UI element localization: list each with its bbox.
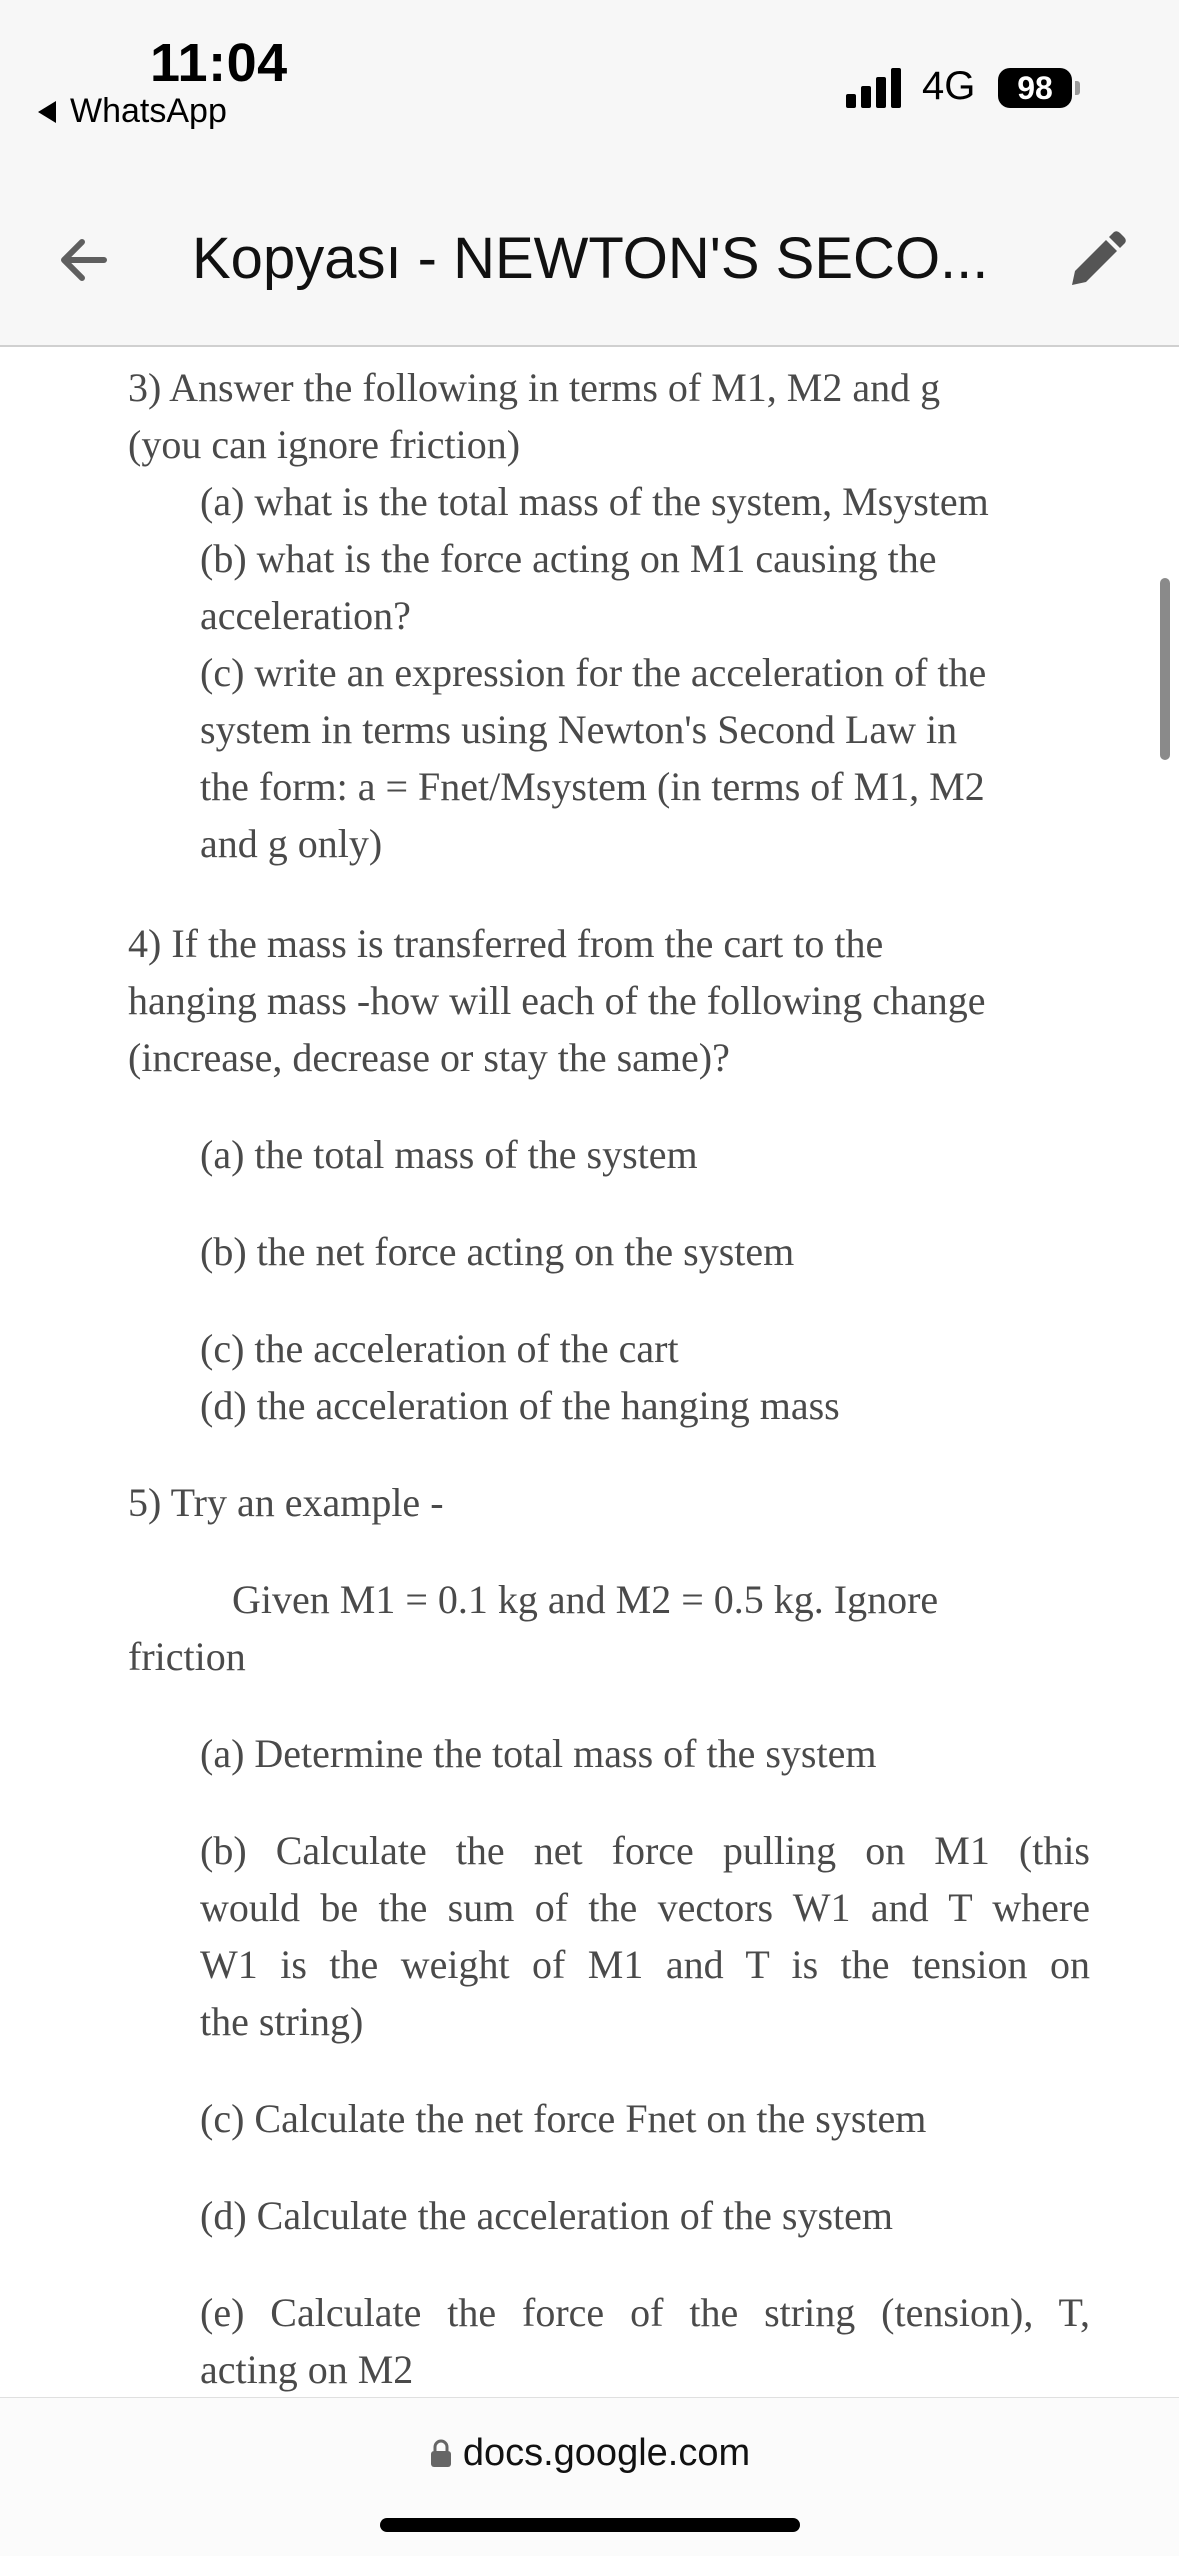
home-indicator[interactable]: [380, 2518, 800, 2532]
q5-b-line-3: W1 is the weight of M1 and T is the tension on: [200, 1942, 1090, 1987]
q5-e-line-1: (e) Calculate the force of the string (tension), T,: [200, 2290, 1090, 2335]
arrow-left-icon: [52, 227, 118, 293]
back-triangle-icon: [38, 101, 56, 123]
back-arrow-button[interactable]: [52, 227, 118, 293]
q4-d: (d) the acceleration of the hanging mass: [200, 1383, 840, 1428]
network-type: 4G: [922, 64, 976, 108]
document-title: Kopyası - NEWTON'S SECO...: [192, 226, 989, 291]
browser-bottom-bar: [0, 2397, 1179, 2556]
q4-b: (b) the net force acting on the system: [200, 1229, 795, 1274]
scrollbar-thumb[interactable]: [1160, 578, 1170, 760]
q3-c-line-2: system in terms using Newton's Second Law in: [200, 707, 958, 752]
document-body[interactable]: [0, 347, 1179, 2397]
q3-b-line-2: acceleration?: [200, 593, 411, 638]
q4-a: (a) the total mass of the system: [200, 1132, 698, 1177]
q4-line-1: 4) If the mass is transferred from the cart to the: [128, 921, 884, 966]
battery-icon: 98: [998, 68, 1072, 108]
q4-c: (c) the acceleration of the cart: [200, 1326, 679, 1371]
battery-tip: [1075, 81, 1080, 95]
q3-c-line-4: and g only): [200, 821, 383, 866]
status-bar: [0, 0, 1179, 175]
url-text: docs.google.com: [462, 2432, 751, 2474]
pencil-icon: [1062, 227, 1130, 295]
q5-d: (d) Calculate the acceleration of the system: [200, 2193, 894, 2238]
q5-given-line-2: friction: [128, 1634, 246, 1679]
app-header: [0, 175, 1179, 347]
q5-line-1: 5) Try an example -: [128, 1480, 444, 1525]
q5-a: (a) Determine the total mass of the system: [200, 1731, 877, 1776]
q3-line-1: 3) Answer the following in terms of M1, M2 and g: [128, 365, 941, 410]
q5-b-line-2: would be the sum of the vectors W1 and T where: [200, 1885, 1090, 1930]
back-to-app-link[interactable]: [38, 92, 227, 131]
back-app-label: WhatsApp: [70, 92, 227, 130]
q3-c-line-3: the form: a = Fnet/Msystem (in terms of M1, M2: [200, 764, 985, 809]
q3-a: (a) what is the total mass of the system, Msystem: [200, 479, 989, 524]
q3-c-line-1: (c) write an expression for the acceleration of the: [200, 650, 987, 695]
q5-b-line-4: the string): [200, 1999, 364, 2044]
q5-b-line-1: (b) Calculate the net force pulling on M1 (this: [200, 1828, 1090, 1873]
q5-c: (c) Calculate the net force Fnet on the system: [200, 2096, 927, 2141]
q3-b-line-1: (b) what is the force acting on M1 causing the: [200, 536, 937, 581]
status-time: 11:04: [150, 33, 288, 93]
lock-icon: [429, 2438, 453, 2468]
cellular-signal-icon: [846, 68, 902, 108]
url-display[interactable]: [0, 2432, 1179, 2475]
q4-line-2: hanging mass -how will each of the following change: [128, 978, 986, 1023]
q5-given-line-1: Given M1 = 0.1 kg and M2 = 0.5 kg. Ignore: [232, 1577, 939, 1622]
edit-button[interactable]: [1062, 227, 1130, 295]
q3-line-2: (you can ignore friction): [128, 422, 521, 467]
q5-e-line-2: acting on M2: [200, 2347, 414, 2392]
q4-line-3: (increase, decrease or stay the same)?: [128, 1035, 730, 1080]
